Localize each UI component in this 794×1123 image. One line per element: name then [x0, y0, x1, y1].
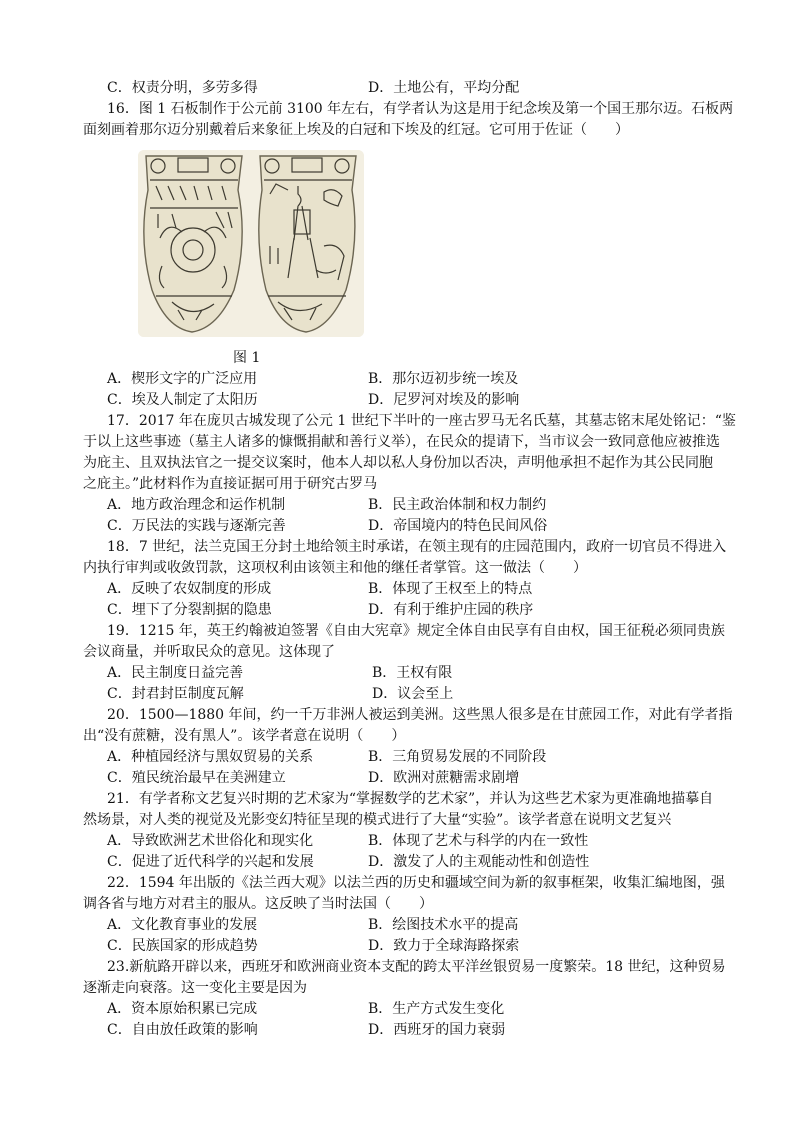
q18-option-d: D．有利于维护庄园的秩序 — [368, 602, 534, 618]
q19-option-d: D．议会至上 — [372, 686, 454, 702]
q16-stem-line2: 面刻画着那尔迈分别戴着后来象征上埃及的白冠和下埃及的红冠。它可用于佐证（ ） — [83, 122, 629, 138]
q21-option-c: C．促进了近代科学的兴起和发展 — [107, 854, 314, 870]
q17-stem-line2: 于以上这些事迹（墓主人诸多的慷慨捐献和善行义举），在民众的提请下，当市议会一致同意他应被推选 — [83, 434, 720, 450]
q23-option-c: C．自由放任政策的影响 — [107, 1022, 258, 1038]
q20-option-c: C．殖民统治最早在美洲建立 — [107, 770, 286, 786]
q22-option-d: D．致力于全球海路探索 — [368, 938, 520, 954]
q18-stem-line2: 内执行审判或收敛罚款，这项权利由该领主和他的继任者掌管。这一做法（ ） — [83, 560, 587, 576]
q18-option-a: A．反映了农奴制度的形成 — [107, 581, 272, 597]
q20-option-d: D．欧洲对蔗糖需求剧增 — [368, 770, 520, 786]
q22-stem-line2: 调各省与地方对君主的服从。这反映了当时法国（ ） — [83, 896, 433, 912]
q16-option-d: D．尼罗河对埃及的影响 — [368, 392, 520, 408]
q20-stem-line1: 20．1500—1880 年间，约一千万非洲人被运到美洲。这些黑人很多是在甘蔗园工作，对此有学者指 — [107, 707, 733, 723]
q22-option-b: B．绘图技术水平的提高 — [368, 917, 519, 933]
q17-option-d: D．帝国境内的特色民间风俗 — [368, 518, 548, 534]
q17-option-c: C．万民法的实践与逐渐完善 — [107, 518, 286, 534]
q17-option-a: A．地方政治理念和运作机制 — [107, 497, 286, 513]
q18-option-c: C．埋下了分裂割据的隐患 — [107, 602, 272, 618]
q17-stem-line1: 17．2017 年在庞贝古城发现了公元 1 世纪下半叶的一座古罗马无名氏墓，其墓志铭末尾处铭记：“鉴 — [107, 413, 736, 429]
q23-option-d: D．西班牙的国力衰弱 — [368, 1022, 506, 1038]
q19-option-c: C．封君封臣制度瓦解 — [107, 686, 244, 702]
q19-option-a: A．民主制度日益完善 — [107, 665, 244, 681]
q21-stem-line1: 21．有学者称文艺复兴时期的艺术家为“掌握数学的艺术家”，并认为这些艺术家为更准确地描摹自 — [107, 791, 714, 807]
q21-option-d: D．激发了人的主观能动性和创造性 — [368, 854, 590, 870]
narmer-palette-figure — [138, 150, 364, 337]
q15-option-d: D．土地公有，平均分配 — [368, 80, 520, 96]
q22-option-c: C．民族国家的形成趋势 — [107, 938, 258, 954]
q17-option-b: B．民主政治体制和权力制约 — [368, 497, 547, 513]
q18-stem-line1: 18．7 世纪，法兰克国王分封土地给领主时承诺，在领主现有的庄园范围内，政府一切官员不得进入 — [107, 539, 727, 555]
q21-option-a: A．导致欧洲艺术世俗化和现实化 — [107, 833, 314, 849]
q20-option-a: A．种植园经济与黑奴贸易的关系 — [107, 749, 314, 765]
q16-option-b: B．那尔迈初步统一埃及 — [368, 371, 519, 387]
q16-option-c: C．埃及人制定了太阳历 — [107, 392, 258, 408]
q19-stem-line2: 会议商量，并听取民众的意见。这体现了 — [83, 644, 335, 660]
q19-stem-line1: 19．1215 年，英王约翰被迫签署《自由大宪章》规定全体自由民享有自由权，国王征税必须同贵族 — [107, 623, 725, 639]
q18-option-b: B．体现了王权至上的特点 — [368, 581, 533, 597]
q21-stem-line2: 然场景，对人类的视觉及光影变幻特征呈现的模式进行了大量“实验”。该学者意在说明文艺复兴 — [83, 812, 672, 828]
q16-stem-line1: 16．图 1 石板制作于公元前 3100 年左右，有学者认为这是用于纪念埃及第一个国王那尔迈。石板两 — [107, 101, 734, 117]
q23-option-a: A．资本原始积累已完成 — [107, 1001, 258, 1017]
q23-stem-line1: 23.新航路开辟以来，西班牙和欧洲商业资本支配的跨太平洋丝银贸易一度繁荣。18 世纪，这种贸易 — [107, 959, 726, 975]
q20-stem-line2: 出“没有蔗糖，没有黑人”。该学者意在说明（ ） — [83, 728, 406, 744]
q15-option-c: C．权责分明，多劳多得 — [107, 80, 258, 96]
q22-option-a: A．文化教育事业的发展 — [107, 917, 258, 933]
q20-option-b: B．三角贸易发展的不同阶段 — [368, 749, 547, 765]
q19-option-b: B．王权有限 — [372, 665, 453, 681]
q21-option-b: B．体现了艺术与科学的内在一致性 — [368, 833, 589, 849]
q23-stem-line2: 逐渐走向衰落。这一变化主要是因为 — [83, 980, 307, 996]
q23-option-b: B．生产方式发生变化 — [368, 1001, 505, 1017]
q16-option-a: A．楔形文字的广泛应用 — [107, 371, 258, 387]
q22-stem-line1: 22．1594 年出版的《法兰西大观》以法兰西的历史和疆域空间为新的叙事框架，收集汇编地图，强 — [107, 875, 725, 891]
narmer-palette-illustration — [138, 150, 364, 337]
q17-stem-line3: 为庇主、且双执法官之一提交议案时，他本人却以私人身份加以否决，声明他承担不起作为其公民同胞 — [83, 455, 713, 471]
q17-stem-line4: 之庇主。”此材料作为直接证据可用于研究古罗马 — [83, 476, 378, 492]
figure-caption: 图 1 — [233, 350, 261, 366]
